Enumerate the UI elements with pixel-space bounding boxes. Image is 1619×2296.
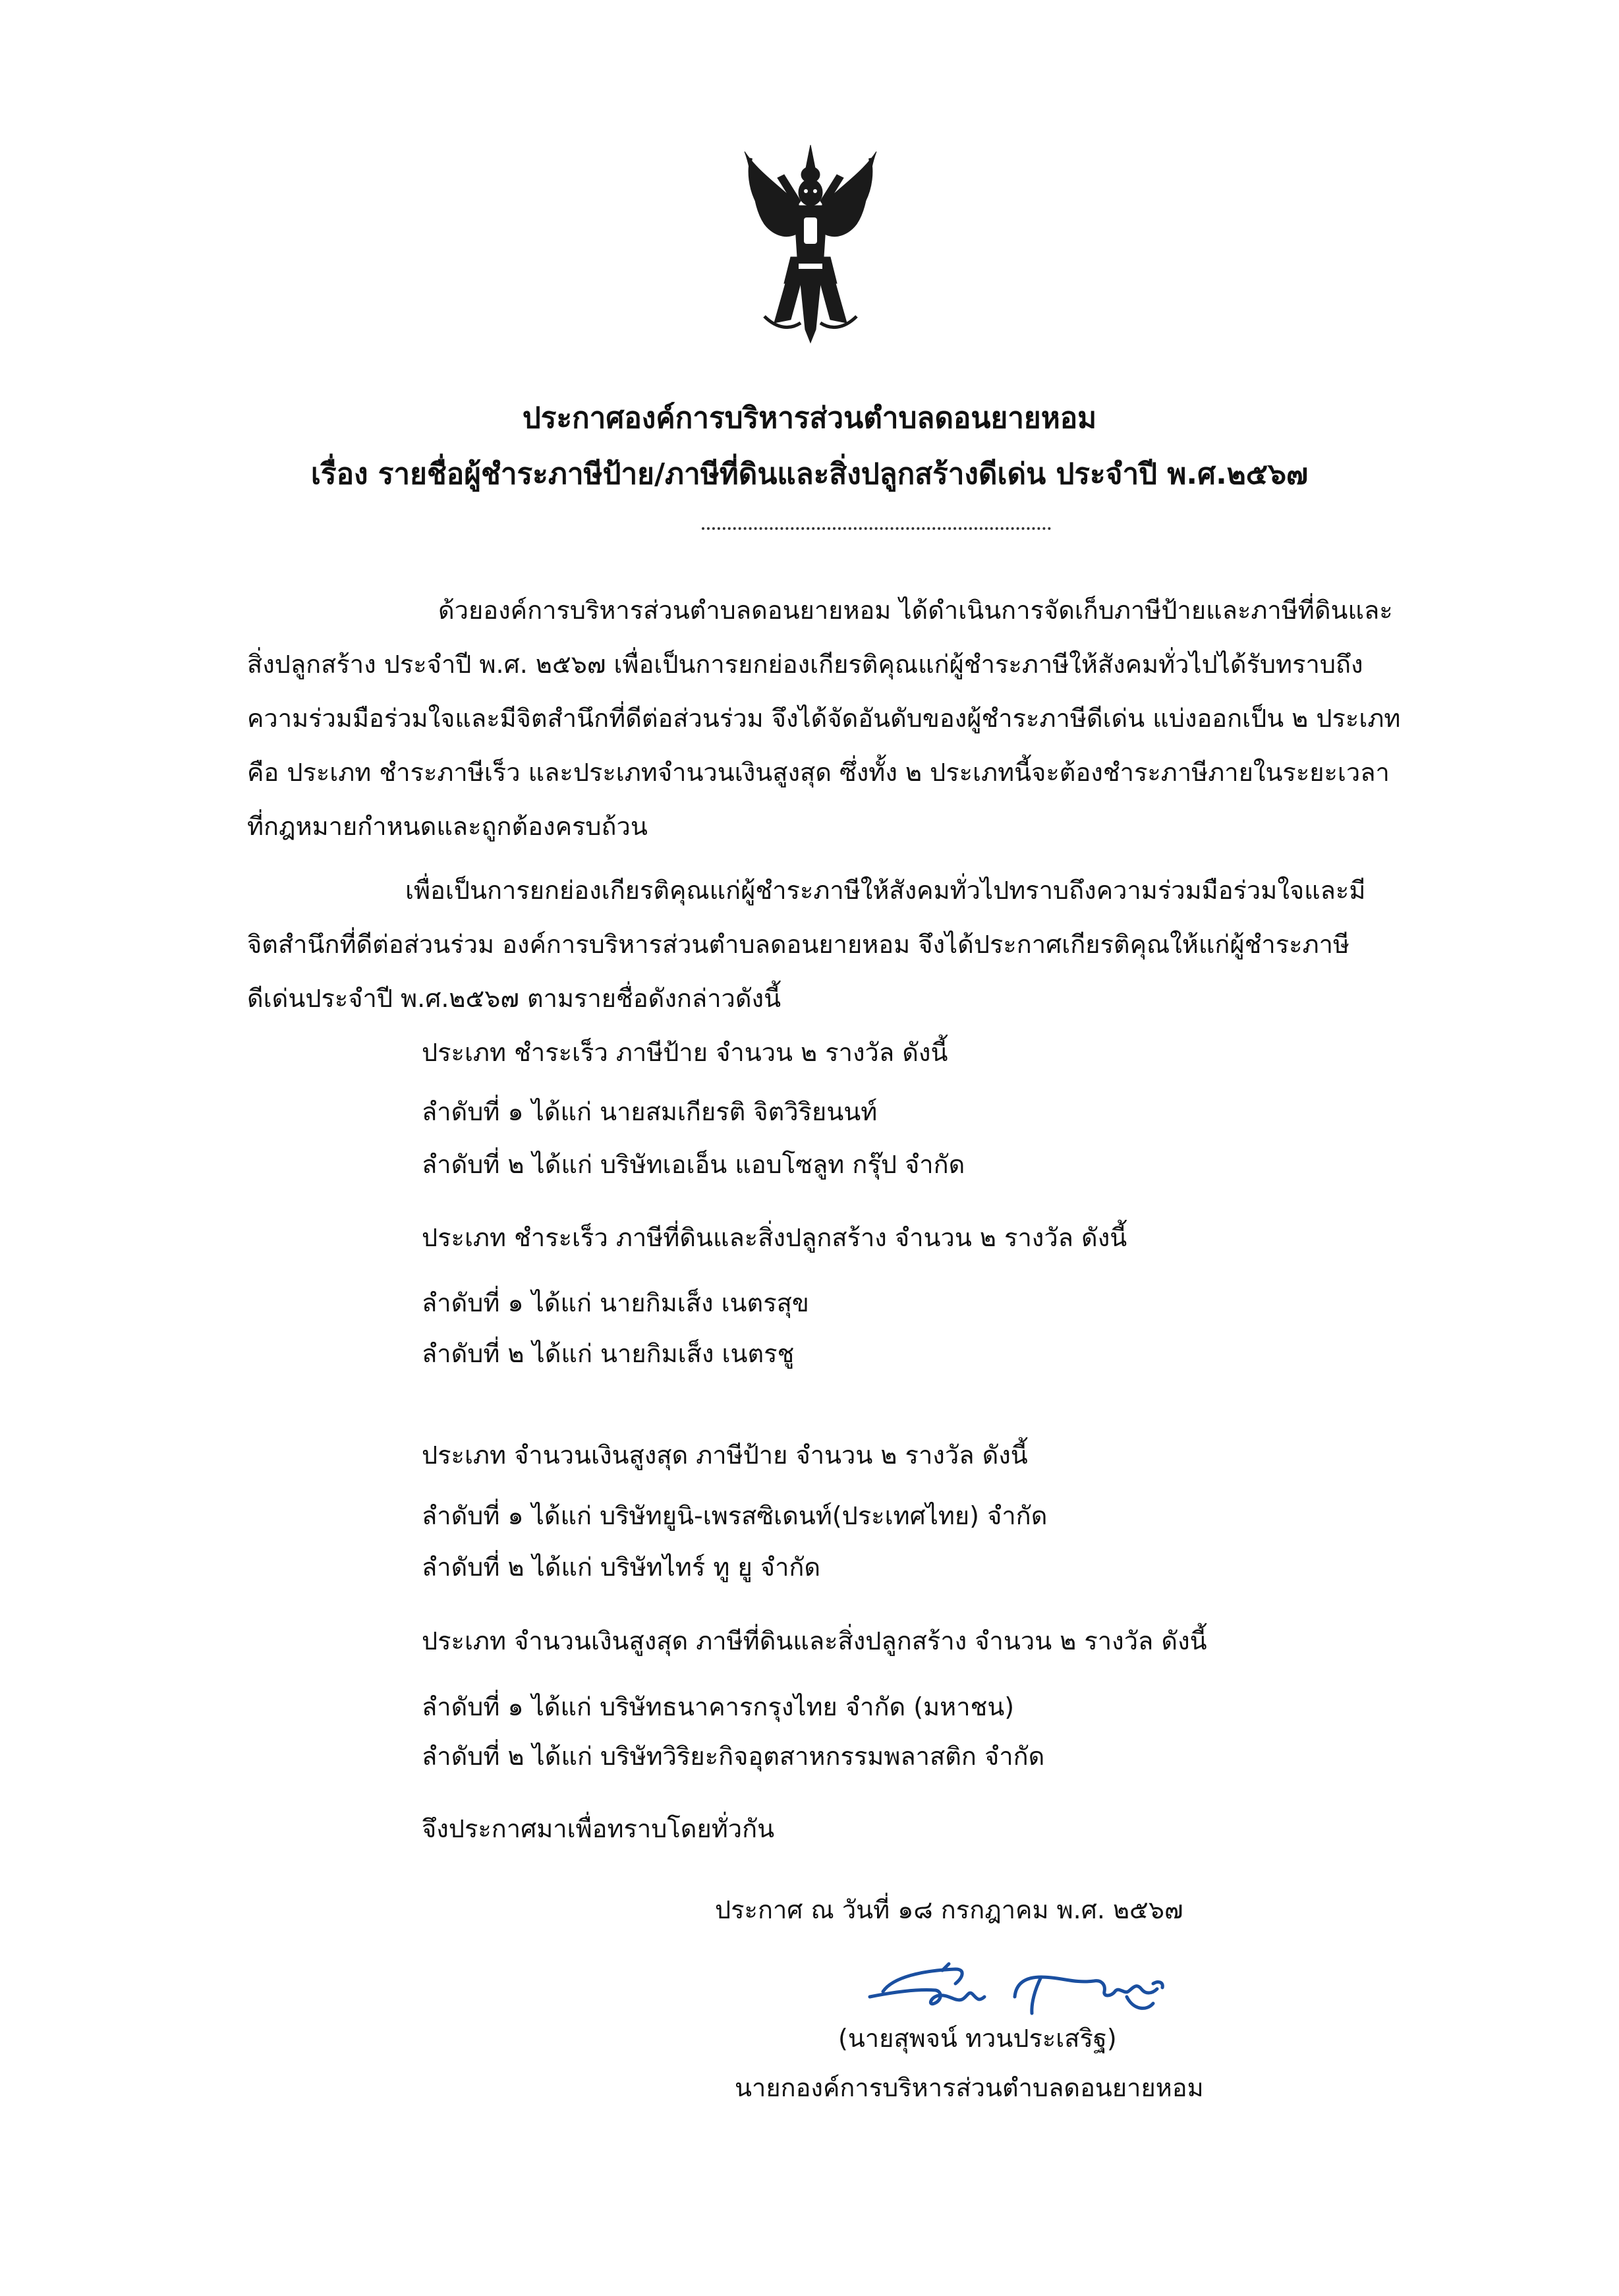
paragraph-line: เพื่อเป็นการยกย่องเกียรติคุณแก่ผู้ชำระภาษีให้สังคมทั่วไปทราบถึงความร่วมมือร่วมใจและมี bbox=[405, 876, 1366, 905]
intro-paragraph bbox=[247, 583, 1483, 853]
signer-title: นายกองค์การบริหารส่วนตำบลดอนยายหอม bbox=[735, 2073, 1204, 2102]
garuda-emblem-icon bbox=[738, 132, 883, 349]
signer-name: (นายสุพจน์ ทวนประเสริฐ) bbox=[838, 2024, 1117, 2053]
category-heading: ประเภท ชำระเร็ว ภาษีที่ดินและสิ่งปลูกสร้าง จำนวน ๒ รางวัล ดังนี้ bbox=[422, 1223, 1127, 1252]
announcement-subject: เรื่อง รายชื่อผู้ชำระภาษีป้าย/ภาษีที่ดินและสิ่งปลูกสร้างดีเด่น ประจำปี พ.ศ.๒๕๖๗ bbox=[310, 457, 1309, 491]
paragraph-line: จิตสำนึกที่ดีต่อส่วนร่วม องค์การบริหารส่วนตำบลดอนยายหอม จึงได้ประกาศเกียรติคุณให้แก่ผู้ชำระภาษี bbox=[247, 930, 1350, 959]
category-heading: ประเภท ชำระเร็ว ภาษีป้าย จำนวน ๒ รางวัล ดังนี้ bbox=[422, 1038, 948, 1067]
winner-line: ลำดับที่ ๒ ได้แก่ บริษัทไทร์ ทู ยู จำกัด bbox=[422, 1553, 821, 1582]
paragraph-line: ดีเด่นประจำปี พ.ศ.๒๕๖๗ ตามรายชื่อดังกล่าวดังนี้ bbox=[247, 984, 781, 1013]
category-heading: ประเภท จำนวนเงินสูงสุด ภาษีที่ดินและสิ่งปลูกสร้าง จำนวน ๒ รางวัล ดังนี้ bbox=[422, 1626, 1207, 1655]
winner-line: ลำดับที่ ๑ ได้แก่ บริษัทยูนิ-เพรสซิเดนท์(ประเทศไทย) จำกัด bbox=[422, 1501, 1048, 1530]
winner-line: ลำดับที่ ๒ ได้แก่ นายกิมเส็ง เนตรชู bbox=[422, 1339, 795, 1368]
winner-line: ลำดับที่ ๒ ได้แก่ บริษัทวิริยะกิจอุตสาหกรรมพลาสติก จำกัด bbox=[422, 1742, 1045, 1771]
paragraph-line: คือ ประเภท ชำระภาษีเร็ว และประเภทจำนวนเงินสูงสุด ซึ่งทั้ง ๒ ประเภทนี้จะต้องชำระภาษีภายในระยะเวลา bbox=[247, 758, 1390, 787]
paragraph-line: ด้วยองค์การบริหารส่วนตำบลดอนยายหอม ได้ดำเนินการจัดเก็บภาษีป้ายและภาษีที่ดินและ bbox=[438, 596, 1393, 625]
closing-statement: จึงประกาศมาเพื่อทราบโดยทั่วกัน bbox=[422, 1814, 775, 1843]
announcement-date: ประกาศ ณ วันที่ ๑๘ กรกฎาคม พ.ศ. ๒๕๖๗ bbox=[715, 1895, 1183, 1924]
category-heading: ประเภท จำนวนเงินสูงสุด ภาษีป้าย จำนวน ๒ รางวัล ดังนี้ bbox=[422, 1441, 1028, 1470]
purpose-paragraph bbox=[247, 863, 1483, 1025]
paragraph-line: สิ่งปลูกสร้าง ประจำปี พ.ศ. ๒๕๖๗ เพื่อเป็นการยกย่องเกียรติคุณแก่ผู้ชำระภาษีให้สังคมทั่วไปได้รับทราบถึง bbox=[247, 650, 1363, 679]
winner-line: ลำดับที่ ๑ ได้แก่ บริษัทธนาคารกรุงไทย จำกัด (มหาชน) bbox=[422, 1692, 1015, 1721]
paragraph-line: ความร่วมมือร่วมใจและมีจิตสำนึกที่ดีต่อส่วนร่วม จึงได้จัดอันดับของผู้ชำระภาษีดีเด่น แบ่งออกเป็น ๒ ประเภท bbox=[247, 704, 1401, 733]
winner-line: ลำดับที่ ๑ ได้แก่ นายกิมเส็ง เนตรสุข bbox=[422, 1288, 809, 1317]
announcement-title: ประกาศองค์การบริหารส่วนตำบลดอนยายหอม bbox=[522, 401, 1097, 435]
winner-line: ลำดับที่ ๒ ได้แก่ บริษัทเอเอ็น แอบโซลูท กรุ๊ป จำกัด bbox=[422, 1150, 965, 1179]
title-separator bbox=[702, 527, 1051, 530]
handwritten-signature-icon bbox=[843, 1951, 1199, 2030]
paragraph-line: ที่กฎหมายกำหนดและถูกต้องครบถ้วน bbox=[247, 812, 648, 841]
winner-line: ลำดับที่ ๑ ได้แก่ นายสมเกียรติ จิตวิริยนนท์ bbox=[422, 1097, 878, 1126]
